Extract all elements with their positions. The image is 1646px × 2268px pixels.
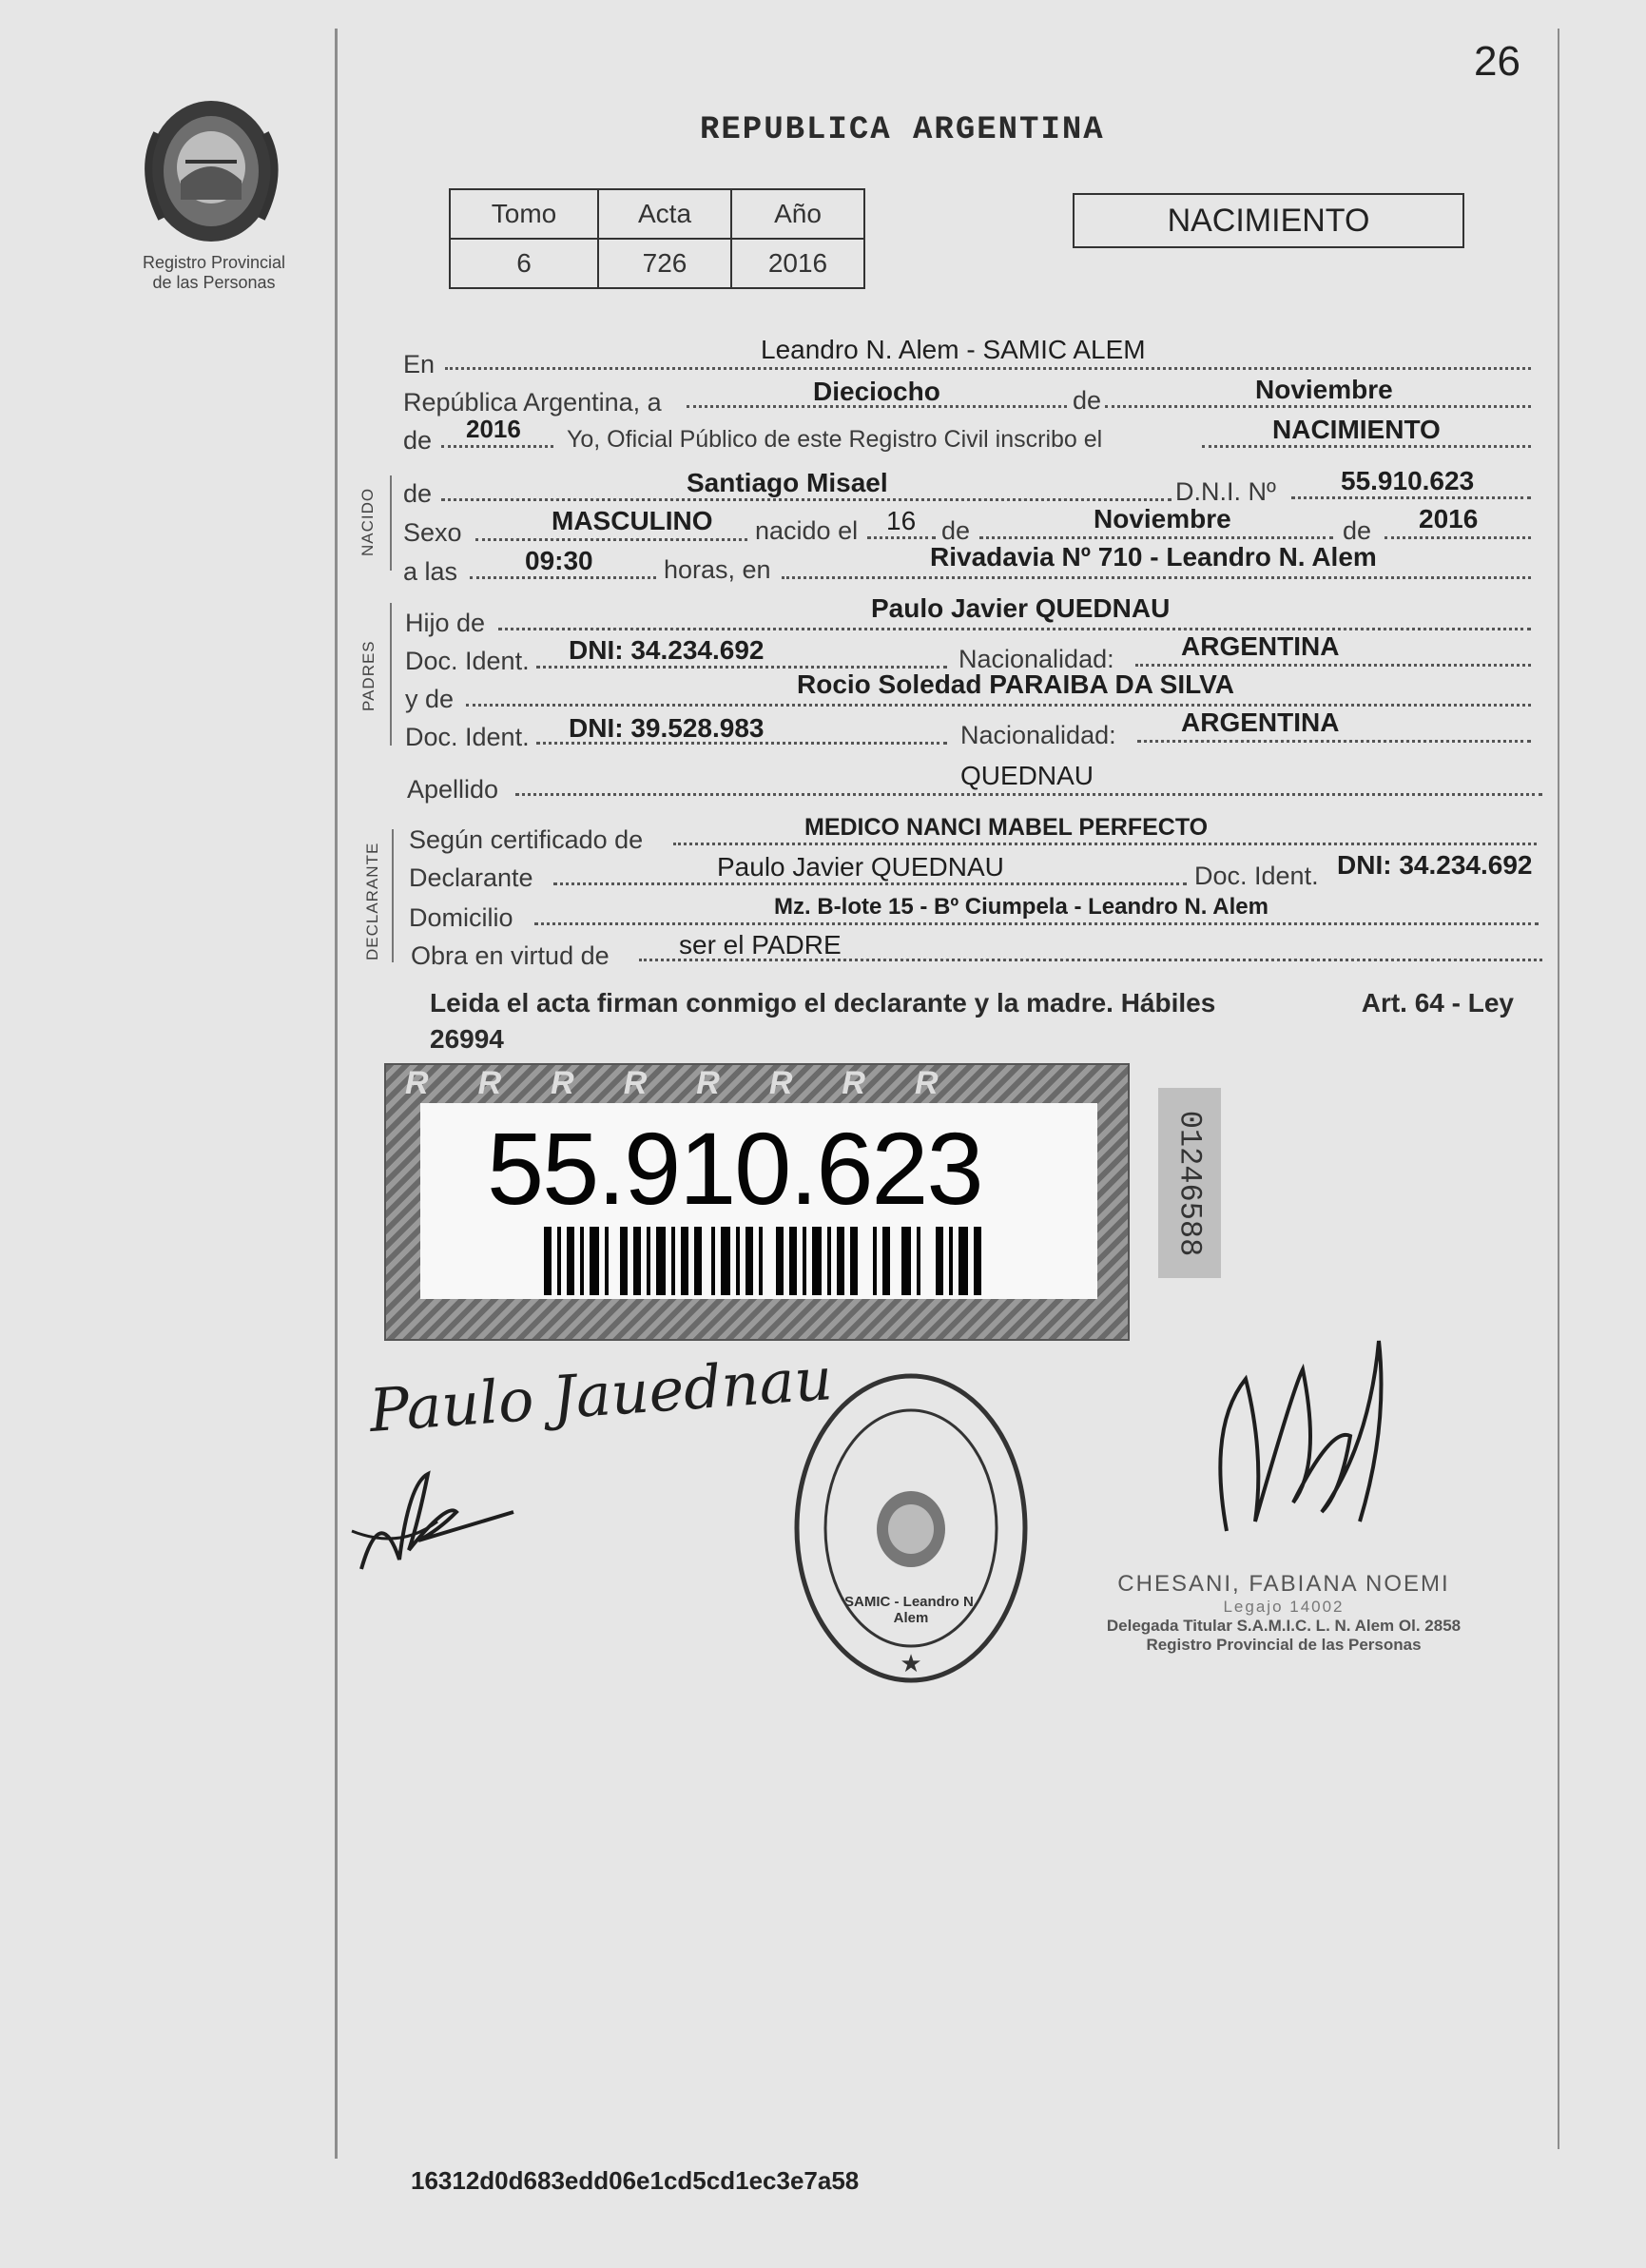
label-obra: Obra en virtud de [411,941,610,970]
table-cell-acta: 726 [598,239,731,288]
label-hijo-de: Hijo de [405,609,486,637]
field-dni: 55.910.623 [1341,466,1475,495]
svg-text:★: ★ [900,1650,922,1678]
table-cell-anio: 2016 [731,239,864,288]
field-apellido: QUEDNAU [960,761,1094,790]
side-label-declarante: DECLARANTE [363,842,381,960]
dotline-acto [1202,445,1531,448]
sticker-number: 55.910.623 [487,1111,982,1226]
dotline-anio [441,445,553,448]
logo-caption [114,253,314,293]
field-madre-nac: ARGENTINA [1181,708,1340,737]
label-y-de: y de [405,685,455,713]
field-nac-dia: 16 [886,506,917,535]
label-de2: de [403,426,433,455]
label-horas-en: horas, en [664,555,771,584]
label-domicilio: Domicilio [409,903,513,932]
mother-signature [342,1445,523,1579]
field-acto: NACIMIENTO [1272,415,1441,444]
dotline-declarante [553,882,1187,885]
dotline-nac-anio [1385,536,1531,539]
label-doc-ident3: Doc. Ident. [1194,862,1319,890]
label-republica: República Argentina, a [403,388,662,417]
label-a-las: a las [403,557,458,586]
dotline-domicilio [534,922,1539,925]
label-nacionalidad: Nacionalidad: [959,645,1114,673]
stamp-ring-text [810,1398,1012,1421]
closing-line2: 26994 [430,1024,504,1054]
label-de-nombre: de [403,479,433,508]
doc-type-box [1073,193,1464,248]
label-sexo: Sexo [403,518,462,547]
closing-art: Art. 64 - Ley [1361,988,1514,1018]
table-header-acta: Acta [598,189,731,239]
table-header-tomo: Tomo [450,189,598,239]
field-nac-mes: Noviembre [1094,504,1231,533]
field-padre-doc: DNI: 34.234.692 [569,635,765,665]
serial-number: 01246588 [1172,1110,1208,1257]
dotline-sexo [475,538,747,541]
dotline-lugar [445,367,1531,370]
document-hash: 16312d0d683edd06e1cd5cd1ec3e7a58 [411,2166,860,2195]
label-de: de [1073,386,1102,415]
signature-block [1008,1571,1559,1655]
dotline-hora [470,576,656,579]
field-padre-nac: ARGENTINA [1181,631,1340,661]
field-lugar: Leandro N. Alem - SAMIC ALEM [761,335,1146,364]
label-de4: de [1343,516,1372,545]
field-dia: Dieciocho [813,377,940,406]
closing-line1: Leida el acta firman conmigo el declarante y la madre. Hábiles [430,988,1216,1018]
closing-paragraph [430,985,1514,1057]
label-doc-ident: Doc. Ident. [405,647,530,675]
dotline-apellido [515,793,1542,796]
official-legajo: Legajo 14002 [1223,1598,1345,1616]
document-title: REPUBLICA ARGENTINA [700,112,1105,148]
declarant-signature-text: Paulo Jauednau [367,1344,835,1445]
doc-type-label: NACIMIENTO [1167,203,1370,239]
dotline-nombre [441,498,1172,501]
dotline-madre [466,704,1531,707]
nacido-bracket [390,475,392,571]
dotline-certificado [673,843,1537,845]
field-nombre: Santiago Misael [687,468,888,497]
field-direccion: Rivadavia Nº 710 - Leandro N. Alem [930,542,1377,572]
record-table [449,188,865,289]
page-number: 26 [1474,38,1520,85]
field-mes: Noviembre [1255,375,1393,404]
dotline-nac-dia [867,536,936,539]
field-declarante-doc: DNI: 34.234.692 [1337,850,1533,880]
field-sexo: MASCULINO [552,506,713,535]
field-madre: Rocio Soledad PARAIBA DA SILVA [797,669,1234,699]
dotline-dni [1291,496,1531,499]
label-en: En [403,350,436,378]
field-domicilio: Mz. B-lote 15 - Bº Ciumpela - Leandro N. Alem [774,894,1268,920]
side-label-nacido: NACIDO [358,487,377,556]
dotline-madre-nac [1137,740,1531,743]
logo-caption-line2: de las Personas [152,273,276,292]
dotline-padre [498,628,1531,630]
field-padre: Paulo Javier QUEDNAU [871,593,1171,623]
field-hora: 09:30 [525,546,593,575]
right-margin-line [1558,29,1559,2149]
label-de3: de [941,516,971,545]
sticker-pattern-letter: R [405,1065,478,1101]
dni-sticker [384,1063,1130,1341]
dotline-nac-mes [979,536,1333,539]
barcode [544,1227,991,1295]
official-round-stamp [791,1369,1031,1687]
serial-label [1158,1088,1221,1278]
official-role: Delegada Titular S.A.M.I.C. L. N. Alem Ol. 2858 [1106,1617,1462,1635]
official-office: Registro Provincial de las Personas [1146,1636,1422,1654]
sticker-pattern-row: RRRRRRRR [405,1065,988,1101]
field-obra: ser el PADRE [679,930,842,960]
field-nac-anio: 2016 [1419,504,1479,533]
stamp-inner-text: SAMIC - Leandro N. Alem [844,1594,978,1626]
dotline-direccion [782,576,1531,579]
dotline-padre-doc [536,666,947,669]
logo-caption-line1: Registro Provincial [142,253,286,272]
field-certificado: MEDICO NANCI MABEL PERFECTO [804,814,1209,841]
side-label-padres: PADRES [359,640,378,711]
label-doc-ident2: Doc. Ident. [405,723,530,751]
label-nacionalidad2: Nacionalidad: [960,721,1116,749]
declarante-bracket [392,829,394,962]
left-margin-line [335,29,338,2159]
label-yo: Yo, Oficial Público de este Registro Civil inscribo el [567,426,1103,453]
dotline-mes [1105,405,1531,408]
table-cell-tomo: 6 [450,239,598,288]
field-declarante: Paulo Javier QUEDNAU [717,852,1004,882]
label-declarante: Declarante [409,863,533,892]
label-segun: Según certificado de [409,825,644,854]
official-signature [1189,1312,1398,1550]
padres-bracket [390,603,392,746]
province-seal-logo [138,95,285,247]
label-nacido-el: nacido el [755,516,859,545]
label-dni: D.N.I. Nº [1175,477,1276,506]
field-anio: 2016 [466,415,521,443]
dotline-padre-nac [1135,664,1531,667]
official-name: CHESANI, FABIANA NOEMI [1117,1571,1450,1597]
label-apellido: Apellido [407,775,499,804]
sticker-white-panel [420,1103,1097,1299]
field-madre-doc: DNI: 39.528.983 [569,713,765,743]
table-header-anio: Año [731,189,864,239]
